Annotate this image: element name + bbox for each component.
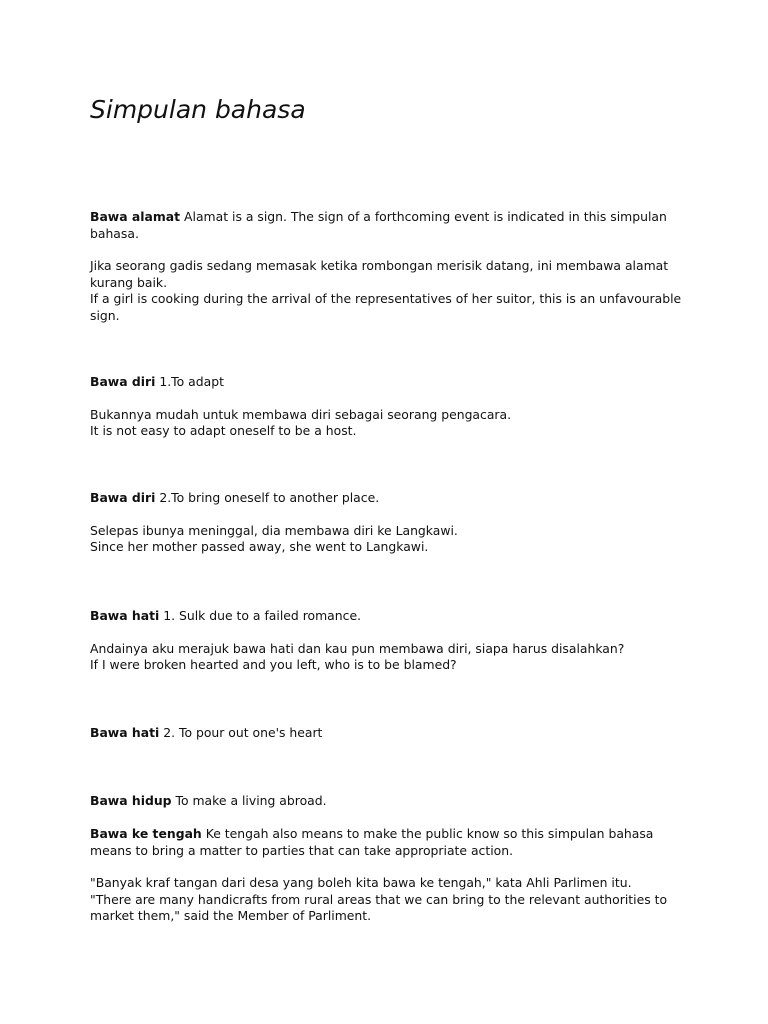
- entry-term: Bawa alamat: [90, 209, 181, 224]
- entry-heading: [90, 826, 690, 859]
- entry-definition: 1.To adapt: [155, 374, 224, 389]
- entry-bawa-diri-2: [90, 490, 690, 556]
- entry-definition: Ke tengah also means to make the public know so this simpulan bahasa means to bring a matter to parties that can take appropriate action.: [90, 826, 654, 858]
- example-english: If I were broken hearted and you left, who is to be blamed?: [90, 657, 457, 672]
- entry-heading: [90, 608, 690, 625]
- example-english: It is not easy to adapt oneself to be a host.: [90, 423, 357, 438]
- example-malay: Andainya aku merajuk bawa hati dan kau pun membawa diri, siapa harus disalahkan?: [90, 640, 625, 656]
- entry-definition: 2. To pour out one's heart: [159, 725, 323, 740]
- entry-term: Bawa diri: [90, 490, 156, 505]
- entry-heading: [90, 725, 690, 742]
- entry-definition: 2.To bring oneself to another place.: [155, 490, 380, 505]
- example-english: Since her mother passed away, she went to Langkawi.: [90, 539, 429, 554]
- example-malay: Jika seorang gadis sedang memasak ketika rombongan merisik datang, ini membawa alamat kurang baik.: [90, 258, 669, 290]
- entry-term: Bawa hati: [90, 608, 160, 623]
- entry-definition: Alamat is a sign. The sign of a forthcoming event is indicated in this simpulan bahasa.: [90, 209, 667, 241]
- entry-definition: 1. Sulk due to a failed romance.: [159, 608, 362, 623]
- page-title: Simpulan bahasa: [90, 95, 306, 124]
- example-malay: "Banyak kraf tangan dari desa yang boleh kita bawa ke tengah," kata Ahli Parlimen itu.: [90, 875, 632, 890]
- entry-heading: [90, 490, 690, 507]
- entry-bawa-alamat: [90, 209, 690, 324]
- entry-definition: To make a living abroad.: [171, 793, 327, 808]
- entry-heading: [90, 209, 690, 242]
- entry-bawa-hati-1: [90, 608, 690, 674]
- example-english: If a girl is cooking during the arrival of the representatives of her suitor, this is an unfavourable sign.: [90, 291, 682, 323]
- entry-term: Bawa ke tengah: [90, 826, 202, 841]
- example-english: "There are many handicrafts from rural areas that we can bring to the relevant authorities to market them," said the Member of Parliment.: [90, 891, 668, 923]
- entry-heading: [90, 374, 690, 391]
- entry-term: Bawa hidup: [90, 793, 172, 808]
- entry-term: Bawa diri: [90, 374, 156, 389]
- entry-bawa-hidup: [90, 793, 690, 810]
- example-malay: Selepas ibunya meninggal, dia membawa diri ke Langkawi.: [90, 522, 458, 538]
- entry-bawa-diri-1: [90, 374, 690, 440]
- entry-bawa-ke-tengah: [90, 826, 690, 925]
- entry-bawa-hati-2: [90, 725, 690, 742]
- entry-heading: [90, 793, 690, 810]
- entry-term: Bawa hati: [90, 725, 160, 740]
- example-malay: Bukannya mudah untuk membawa diri sebagai seorang pengacara.: [90, 406, 512, 422]
